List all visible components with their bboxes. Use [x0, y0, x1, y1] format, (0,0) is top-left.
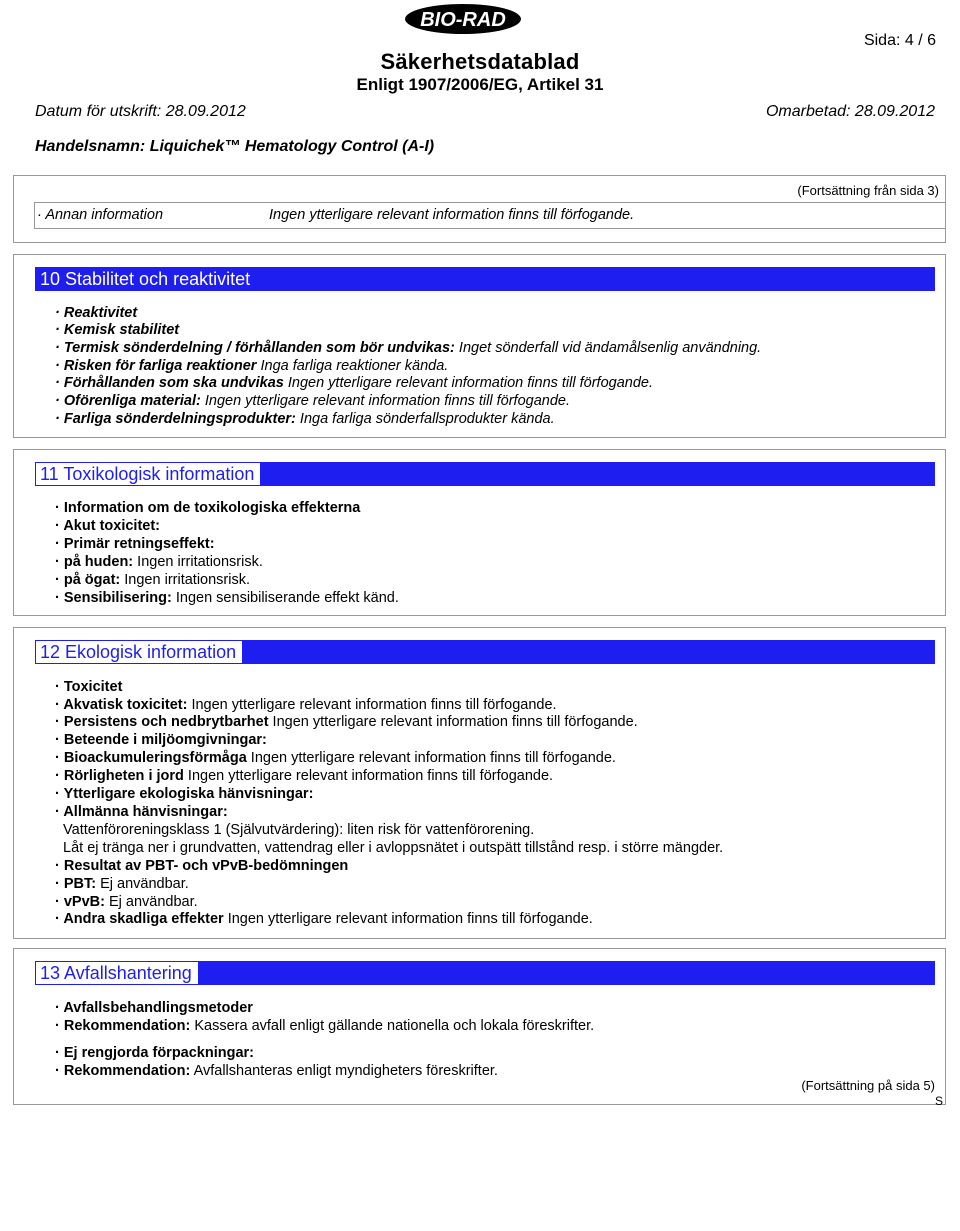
section-10-title: 10 Stabilitet och reaktivitet [35, 267, 256, 291]
info-line [55, 803, 228, 821]
section-10-header [35, 267, 935, 291]
line-value: Ingen ytterligare relevant information finns till förfogande. [183, 768, 554, 784]
info-line [55, 785, 313, 803]
line-label: · Toxicitet [55, 679, 123, 695]
line-label: · Rekommendation: [55, 1063, 191, 1079]
line-value: Ingen ytterligare relevant information finns till förfogande. [200, 393, 570, 409]
line-label: · Akvatisk toxicitet: [55, 697, 188, 713]
line-label: · Rörligheten i jord [55, 768, 184, 784]
line-value: Avfallshanteras enligt myndigheters föreskrifter. [190, 1063, 498, 1079]
trade-name: Handelsnamn: Liquichek™ Hematology Control (A-I) [35, 138, 435, 155]
line-value: Vattenföroreningsklass 1 (Självutvärdering): liten risk för vattenförorening. [55, 822, 535, 838]
info-line [55, 392, 570, 410]
annan-information-row [34, 202, 946, 229]
info-line [55, 374, 653, 392]
info-line [55, 304, 137, 322]
line-label: · Avfallsbehandlingsmetoder [55, 1000, 253, 1016]
line-label: · Andra skadliga effekter [55, 911, 224, 927]
line-value: Kassera avfall enligt gällande nationella och lokala föreskrifter. [190, 1018, 595, 1034]
section-12-title: 12 Ekologisk information [35, 640, 242, 664]
page-number: Sida: 4 / 6 [863, 32, 936, 49]
line-label: · Ej rengjorda förpackningar: [55, 1045, 254, 1061]
line-value: Ingen irritationsrisk. [120, 572, 250, 588]
info-line [55, 893, 198, 911]
line-value: Ingen ytterligare relevant information finns till förfogande. [223, 911, 593, 927]
info-line [55, 1062, 498, 1080]
line-label: · på ögat: [55, 572, 121, 588]
line-label: · Förhållanden som ska undvikas [55, 375, 284, 391]
revised-date: Omarbetad: 28.09.2012 [765, 103, 935, 120]
continued-to: (Fortsättning på sida 5) [801, 1078, 935, 1093]
info-line [55, 713, 638, 731]
line-label: · PBT: [55, 876, 97, 892]
info-line [55, 321, 179, 339]
section-11-header [35, 462, 935, 486]
info-line [55, 1044, 254, 1062]
line-value: Ingen ytterligare relevant information finns till förfogande. [246, 750, 616, 766]
line-label: · Farliga sönderdelningsprodukter: [55, 411, 296, 427]
line-label: · Persistens och nedbrytbarhet [55, 714, 269, 730]
continued-from: (Fortsättning från sida 3) [797, 183, 939, 198]
continuation-box [13, 175, 946, 243]
line-value: Ingen irritationsrisk. [133, 554, 263, 570]
line-value: Ingen ytterligare relevant information finns till förfogande. [268, 714, 638, 730]
info-line [55, 839, 723, 857]
logo-text: BIO-RAD [420, 9, 506, 31]
info-line [55, 731, 267, 749]
info-line [55, 910, 593, 928]
line-label: · Termisk sönderdelning / förhållanden som bör undvikas: [55, 340, 455, 356]
info-line [55, 678, 122, 696]
footer-mark: S [934, 1094, 943, 1108]
info-line [55, 499, 360, 517]
line-label: · Information om de toxikologiska effekterna [55, 500, 361, 516]
line-value: Ingen ytterligare relevant information finns till förfogande. [187, 697, 557, 713]
annan-information-label: · Annan information [37, 207, 164, 223]
info-line [55, 339, 761, 357]
line-label: · vPvB: [55, 894, 105, 910]
line-label: · Oförenliga material: [55, 393, 201, 409]
info-line [55, 696, 557, 714]
line-value: Ingen sensibiliserande effekt känd. [171, 590, 399, 606]
info-line [55, 857, 348, 875]
section-13-header [35, 961, 935, 985]
line-label: · på huden: [55, 554, 134, 570]
line-label: · Beteende i miljöomgivningar: [55, 732, 267, 748]
line-label: · Sensibilisering: [55, 590, 172, 606]
info-line [55, 535, 215, 553]
info-line [55, 875, 189, 893]
line-value: Inga farliga reaktioner kända. [256, 358, 449, 374]
section-12-header [35, 640, 935, 664]
section-13-title: 13 Avfallshantering [35, 961, 198, 985]
info-line [55, 1017, 594, 1035]
info-line [55, 589, 399, 607]
info-line [55, 553, 263, 571]
section-11-title: 11 Toxikologisk information [35, 462, 260, 486]
line-label: · Kemisk stabilitet [55, 322, 180, 338]
info-line [55, 571, 250, 589]
annan-information-value: Ingen ytterligare relevant information finns till förfogande. [269, 207, 635, 223]
line-value: Ingen ytterligare relevant information finns till förfogande. [283, 375, 653, 391]
info-line [55, 357, 448, 375]
line-value: Ej användbar. [104, 894, 198, 910]
line-label: · Primär retningseffekt: [55, 536, 215, 552]
document-subtitle: Enligt 1907/2006/EG, Artikel 31 [356, 75, 604, 94]
line-label: · Allmänna hänvisningar: [55, 804, 228, 820]
line-value: Inga farliga sönderfallsprodukter kända. [295, 411, 555, 427]
line-label: · Risken för farliga reaktioner [55, 358, 257, 374]
info-line [55, 767, 553, 785]
line-label: · Akut toxicitet: [55, 518, 160, 534]
line-value: Inget sönderfall vid ändamålsenlig användning. [454, 340, 762, 356]
info-line [55, 999, 253, 1017]
info-line [55, 749, 616, 767]
line-value: Låt ej tränga ner i grundvatten, vattendrag eller i avloppsnätet i outspätt tillstånd resp. i större mängder. [55, 840, 724, 856]
info-line [55, 410, 555, 428]
bio-rad-logo [404, 3, 522, 35]
print-date: Datum för utskrift: 28.09.2012 [35, 103, 246, 120]
line-value: Ej användbar. [96, 876, 189, 892]
line-label: · Ytterligare ekologiska hänvisningar: [55, 786, 314, 802]
line-label: · Bioackumuleringsförmåga [55, 750, 247, 766]
document-title: Säkerhetsdatablad [380, 49, 580, 74]
line-label: · Rekommendation: [55, 1018, 191, 1034]
info-line [55, 821, 534, 839]
line-label: · Resultat av PBT- och vPvB-bedömningen [55, 858, 349, 874]
line-label: · Reaktivitet [55, 305, 138, 321]
info-line [55, 517, 160, 535]
